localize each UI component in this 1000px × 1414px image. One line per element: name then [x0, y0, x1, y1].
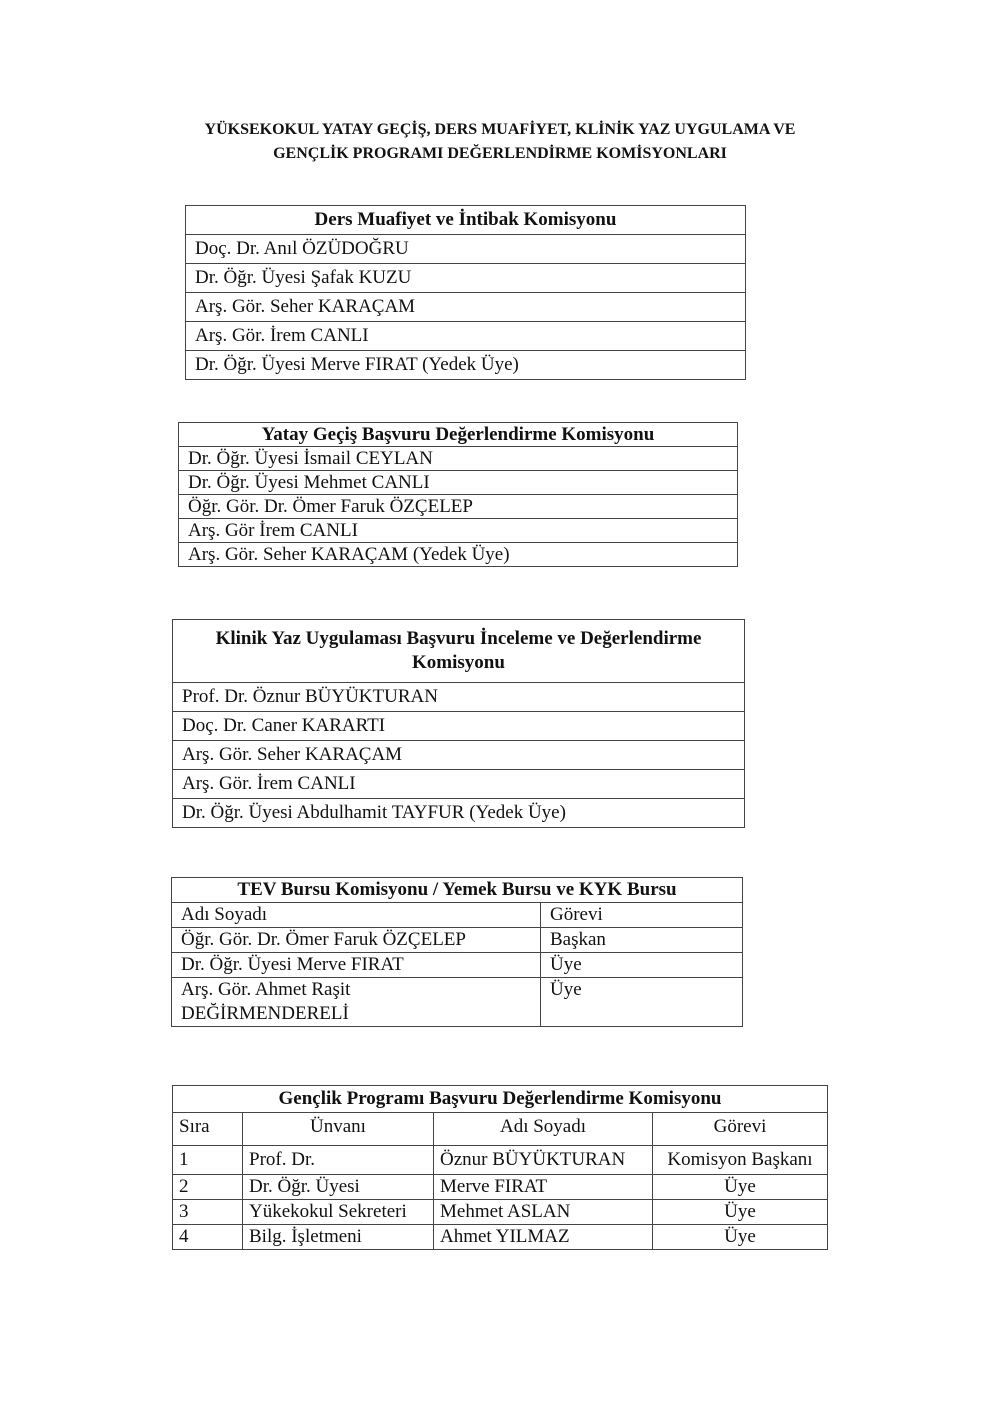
unvan-cell: Yükekokul Sekreteri	[243, 1200, 434, 1225]
table-heading-line2: Komisyonu	[412, 652, 505, 673]
member-cell: Arş. Gör. İrem CANLI	[186, 322, 746, 351]
column-header-unvan: Ünvanı	[243, 1113, 434, 1146]
ad-cell: Mehmet ASLAN	[434, 1200, 653, 1225]
tev-bursu-table	[171, 877, 743, 1027]
member-cell: Arş. Gör. Seher KARAÇAM	[173, 741, 745, 770]
yatay-gecis-table	[178, 422, 738, 567]
table-heading: TEV Bursu Komisyonu / Yemek Bursu ve KYK Bursu	[172, 878, 743, 903]
member-cell: Doç. Dr. Anıl ÖZÜDOĞRU	[186, 235, 746, 264]
table-heading: Ders Muafiyet ve İntibak Komisyonu	[186, 206, 746, 235]
sira-cell: 1	[173, 1146, 243, 1175]
column-header-ad: Adı Soyadı	[434, 1113, 653, 1146]
name-cell	[172, 978, 541, 1027]
member-cell: Dr. Öğr. Üyesi Şafak KUZU	[186, 264, 746, 293]
unvan-cell: Prof. Dr.	[243, 1146, 434, 1175]
column-header-name: Adı Soyadı	[172, 903, 541, 928]
column-header-gorev: Görevi	[653, 1113, 828, 1146]
unvan-cell: Bilg. İşletmeni	[243, 1225, 434, 1250]
klinik-yaz-table	[172, 619, 745, 828]
gorev-cell: Üye	[653, 1175, 828, 1200]
gorev-cell: Üye	[653, 1225, 828, 1250]
role-cell: Başkan	[541, 928, 743, 953]
genclik-program-table	[172, 1085, 828, 1250]
name-cell: Öğr. Gör. Dr. Ömer Faruk ÖZÇELEP	[172, 928, 541, 953]
member-cell: Arş. Gör. Seher KARAÇAM	[186, 293, 746, 322]
sira-cell: 2	[173, 1175, 243, 1200]
ad-cell: Öznur BÜYÜKTURAN	[434, 1146, 653, 1175]
table-row	[173, 1175, 828, 1200]
table-row	[172, 928, 743, 953]
member-cell: Arş. Gör İrem CANLI	[179, 519, 738, 543]
document-title-line2: GENÇLİK PROGRAMI DEĞERLENDİRME KOMİSYONLARI	[273, 145, 727, 162]
table-row	[172, 953, 743, 978]
name-line2: DEĞİRMENDERELİ	[181, 1003, 349, 1024]
sira-cell: 4	[173, 1225, 243, 1250]
column-header-sira: Sıra	[173, 1113, 243, 1146]
member-cell: Arş. Gör. İrem CANLI	[173, 770, 745, 799]
unvan-cell: Dr. Öğr. Üyesi	[243, 1175, 434, 1200]
role-cell: Üye	[541, 953, 743, 978]
gorev-cell: Üye	[653, 1200, 828, 1225]
gorev-cell: Komisyon Başkanı	[653, 1146, 828, 1175]
table-heading: Gençlik Programı Başvuru Değerlendirme Komisyonu	[173, 1086, 828, 1113]
table-row	[173, 1200, 828, 1225]
sira-cell: 3	[173, 1200, 243, 1225]
table-heading: Yatay Geçiş Başvuru Değerlendirme Komisyonu	[179, 423, 738, 447]
member-cell: Doç. Dr. Caner KARARTI	[173, 712, 745, 741]
member-cell: Dr. Öğr. Üyesi Merve FIRAT (Yedek Üye)	[186, 351, 746, 380]
ders-muafiyet-table	[185, 205, 746, 380]
member-cell: Öğr. Gör. Dr. Ömer Faruk ÖZÇELEP	[179, 495, 738, 519]
document-title	[100, 118, 900, 166]
table-row	[172, 978, 743, 1027]
role-cell: Üye	[541, 978, 743, 1027]
ad-cell: Merve FIRAT	[434, 1175, 653, 1200]
member-cell: Dr. Öğr. Üyesi İsmail CEYLAN	[179, 447, 738, 471]
member-cell: Dr. Öğr. Üyesi Mehmet CANLI	[179, 471, 738, 495]
ad-cell: Ahmet YILMAZ	[434, 1225, 653, 1250]
table-heading	[173, 620, 745, 683]
table-heading-line1: Klinik Yaz Uygulaması Başvuru İnceleme ve Değerlendirme	[215, 628, 702, 649]
table-row	[173, 1146, 828, 1175]
member-cell: Dr. Öğr. Üyesi Abdulhamit TAYFUR (Yedek Üye)	[173, 799, 745, 828]
member-cell: Prof. Dr. Öznur BÜYÜKTURAN	[173, 683, 745, 712]
document-title-line1: YÜKSEKOKUL YATAY GEÇİŞ, DERS MUAFİYET, KLİNİK YAZ UYGULAMA VE	[204, 121, 796, 138]
name-line1: Arş. Gör. Ahmet Raşit	[181, 979, 351, 1000]
member-cell: Arş. Gör. Seher KARAÇAM (Yedek Üye)	[179, 543, 738, 567]
table-row	[173, 1225, 828, 1250]
name-cell: Dr. Öğr. Üyesi Merve FIRAT	[172, 953, 541, 978]
column-header-role: Görevi	[541, 903, 743, 928]
